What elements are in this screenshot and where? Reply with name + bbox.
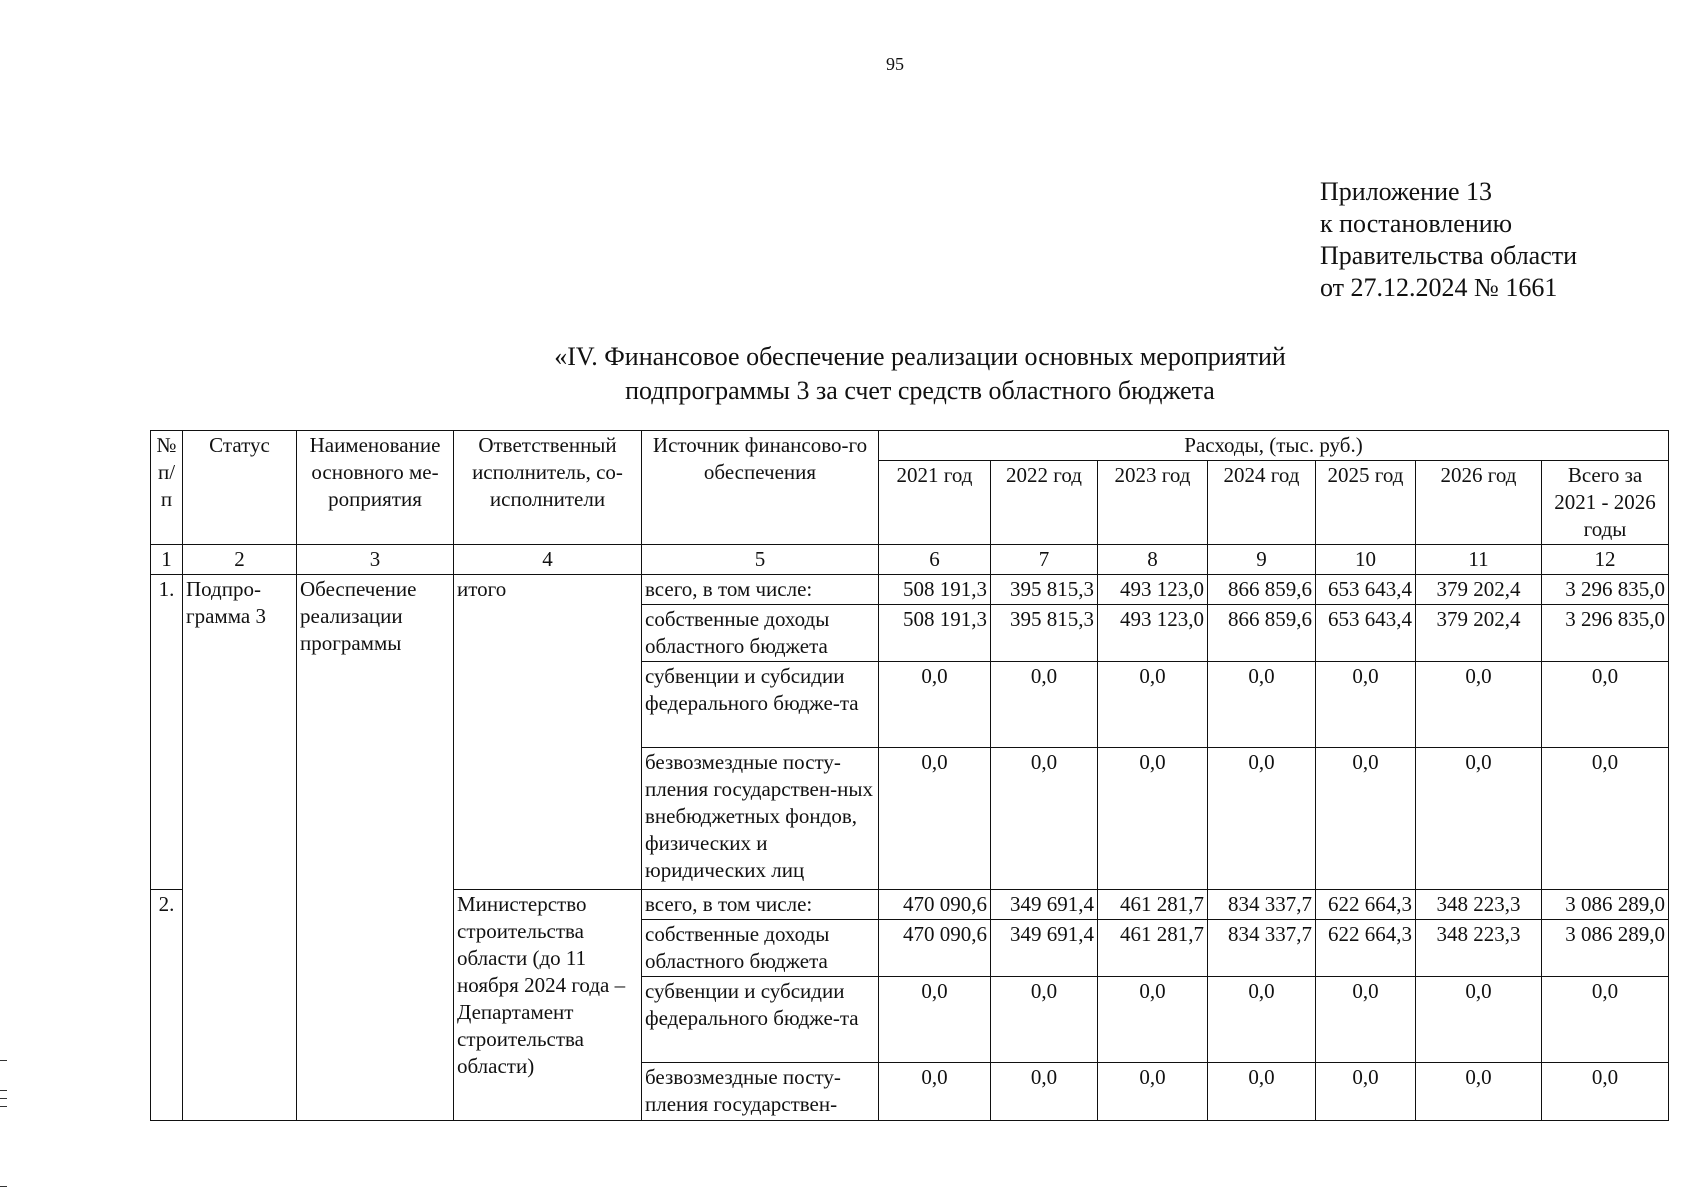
value-cell: 622 664,3 bbox=[1316, 890, 1416, 920]
value-cell: 349 691,4 bbox=[991, 920, 1098, 977]
margin-mark bbox=[0, 1186, 7, 1187]
value-cell: 0,0 bbox=[1316, 1063, 1416, 1121]
header-executor: Ответственный исполнитель, со-исполнители bbox=[454, 431, 642, 545]
value-cell: 349 691,4 bbox=[991, 890, 1098, 920]
value-cell: 0,0 bbox=[1208, 662, 1316, 748]
value-cell: 0,0 bbox=[879, 1063, 991, 1121]
row-source: собственные доходы областного бюджета bbox=[642, 605, 879, 662]
value-cell: 493 123,0 bbox=[1098, 605, 1208, 662]
header-source: Источник финансово-го обеспечения bbox=[642, 431, 879, 545]
value-cell: 866 859,6 bbox=[1208, 605, 1316, 662]
title-line-1: «IV. Финансовое обеспечение реализации основных мероприятий bbox=[554, 342, 1286, 371]
financing-table bbox=[150, 430, 1669, 1121]
value-cell: 508 191,3 bbox=[879, 575, 991, 605]
row-num: 2. bbox=[151, 890, 183, 1121]
value-cell: 3 296 835,0 bbox=[1542, 605, 1669, 662]
value-cell: 0,0 bbox=[1416, 1063, 1542, 1121]
header-year: 2022 год bbox=[991, 461, 1098, 545]
value-cell: 470 090,6 bbox=[879, 920, 991, 977]
value-cell: 0,0 bbox=[1542, 1063, 1669, 1121]
value-cell: 0,0 bbox=[1208, 977, 1316, 1063]
row-source: всего, в том числе: bbox=[642, 890, 879, 920]
header-num: № п/п bbox=[151, 431, 183, 545]
column-number: 12 bbox=[1542, 545, 1669, 575]
margin-mark bbox=[0, 1106, 7, 1107]
value-cell: 0,0 bbox=[1542, 977, 1669, 1063]
value-cell: 3 086 289,0 bbox=[1542, 920, 1669, 977]
column-number: 10 bbox=[1316, 545, 1416, 575]
column-number: 6 bbox=[879, 545, 991, 575]
value-cell: 0,0 bbox=[1098, 748, 1208, 890]
value-cell: 493 123,0 bbox=[1098, 575, 1208, 605]
margin-mark bbox=[0, 1098, 7, 1099]
header-name: Наименование основного ме-роприятия bbox=[297, 431, 454, 545]
column-number: 5 bbox=[642, 545, 879, 575]
row-status: Подпро-грамма 3 bbox=[183, 575, 297, 1121]
value-cell: 3 296 835,0 bbox=[1542, 575, 1669, 605]
value-cell: 0,0 bbox=[1316, 662, 1416, 748]
value-cell: 0,0 bbox=[991, 977, 1098, 1063]
value-cell: 470 090,6 bbox=[879, 890, 991, 920]
column-number: 9 bbox=[1208, 545, 1316, 575]
column-number: 8 bbox=[1098, 545, 1208, 575]
column-numbers-row bbox=[151, 545, 1669, 575]
header-expenses: Расходы, (тыс. руб.) bbox=[879, 431, 1669, 461]
value-cell: 0,0 bbox=[1098, 662, 1208, 748]
value-cell: 0,0 bbox=[1542, 748, 1669, 890]
value-cell: 653 643,4 bbox=[1316, 605, 1416, 662]
value-cell: 0,0 bbox=[1542, 662, 1669, 748]
header-year: 2024 год bbox=[1208, 461, 1316, 545]
value-cell: 348 223,3 bbox=[1416, 890, 1542, 920]
value-cell: 0,0 bbox=[879, 748, 991, 890]
margin-mark bbox=[0, 1060, 7, 1061]
header-year: 2026 год bbox=[1416, 461, 1542, 545]
value-cell: 0,0 bbox=[1208, 1063, 1316, 1121]
value-cell: 0,0 bbox=[1208, 748, 1316, 890]
value-cell: 0,0 bbox=[1316, 748, 1416, 890]
value-cell: 0,0 bbox=[1416, 977, 1542, 1063]
header-year: 2021 год bbox=[879, 461, 991, 545]
value-cell: 508 191,3 bbox=[879, 605, 991, 662]
row-source: всего, в том числе: bbox=[642, 575, 879, 605]
value-cell: 834 337,7 bbox=[1208, 890, 1316, 920]
value-cell: 0,0 bbox=[991, 748, 1098, 890]
column-number: 3 bbox=[297, 545, 454, 575]
appendix-block bbox=[1320, 176, 1577, 304]
column-number: 7 bbox=[991, 545, 1098, 575]
document-title bbox=[360, 340, 1480, 408]
header-year-total: Всего за 2021 - 2026 годы bbox=[1542, 461, 1669, 545]
value-cell: 395 815,3 bbox=[991, 605, 1098, 662]
value-cell: 0,0 bbox=[879, 977, 991, 1063]
header-row-1 bbox=[151, 431, 1669, 461]
value-cell: 461 281,7 bbox=[1098, 920, 1208, 977]
margin-mark bbox=[0, 1090, 7, 1091]
value-cell: 653 643,4 bbox=[1316, 575, 1416, 605]
column-number: 1 bbox=[151, 545, 183, 575]
column-number: 2 bbox=[183, 545, 297, 575]
row-source: собственные доходы областного бюджета bbox=[642, 920, 879, 977]
row-activity-name: Обеспечение реализации программы bbox=[297, 575, 454, 1121]
row-source: безвозмездные посту-пления государствен-ных внебюджетных фондов, физических и юридических лиц bbox=[642, 748, 879, 890]
value-cell: 379 202,4 bbox=[1416, 575, 1542, 605]
value-cell: 348 223,3 bbox=[1416, 920, 1542, 977]
column-number: 11 bbox=[1416, 545, 1542, 575]
value-cell: 0,0 bbox=[1416, 748, 1542, 890]
title-line-2: подпрограммы 3 за счет средств областного бюджета bbox=[625, 376, 1215, 405]
value-cell: 0,0 bbox=[991, 1063, 1098, 1121]
value-cell: 395 815,3 bbox=[991, 575, 1098, 605]
value-cell: 379 202,4 bbox=[1416, 605, 1542, 662]
row-executor: Министерство строительства области (до 11 ноября 2024 года – Департамент строительства области) bbox=[454, 890, 642, 1121]
value-cell: 622 664,3 bbox=[1316, 920, 1416, 977]
header-year: 2025 год bbox=[1316, 461, 1416, 545]
column-number: 4 bbox=[454, 545, 642, 575]
value-cell: 0,0 bbox=[991, 662, 1098, 748]
appendix-line-1: Приложение 13 bbox=[1320, 177, 1493, 206]
row-num: 1. bbox=[151, 575, 183, 890]
value-cell: 0,0 bbox=[1098, 1063, 1208, 1121]
header-year: 2023 год bbox=[1098, 461, 1208, 545]
appendix-line-2: к постановлению bbox=[1320, 209, 1513, 238]
table-row bbox=[151, 575, 1669, 605]
value-cell: 0,0 bbox=[1098, 977, 1208, 1063]
row-source: безвозмездные посту-пления государствен- bbox=[642, 1063, 879, 1121]
value-cell: 866 859,6 bbox=[1208, 575, 1316, 605]
value-cell: 834 337,7 bbox=[1208, 920, 1316, 977]
appendix-line-3: Правительства области bbox=[1320, 241, 1578, 270]
row-source: субвенции и субсидии федерального бюдже-та bbox=[642, 977, 879, 1063]
value-cell: 0,0 bbox=[1316, 977, 1416, 1063]
row-executor: итого bbox=[454, 575, 642, 890]
value-cell: 3 086 289,0 bbox=[1542, 890, 1669, 920]
value-cell: 0,0 bbox=[879, 662, 991, 748]
value-cell: 461 281,7 bbox=[1098, 890, 1208, 920]
page-number: 95 bbox=[886, 54, 904, 74]
value-cell: 0,0 bbox=[1416, 662, 1542, 748]
appendix-line-4: от 27.12.2024 № 1661 bbox=[1320, 273, 1558, 302]
header-status: Статус bbox=[183, 431, 297, 545]
row-source: субвенции и субсидии федерального бюдже-та bbox=[642, 662, 879, 748]
